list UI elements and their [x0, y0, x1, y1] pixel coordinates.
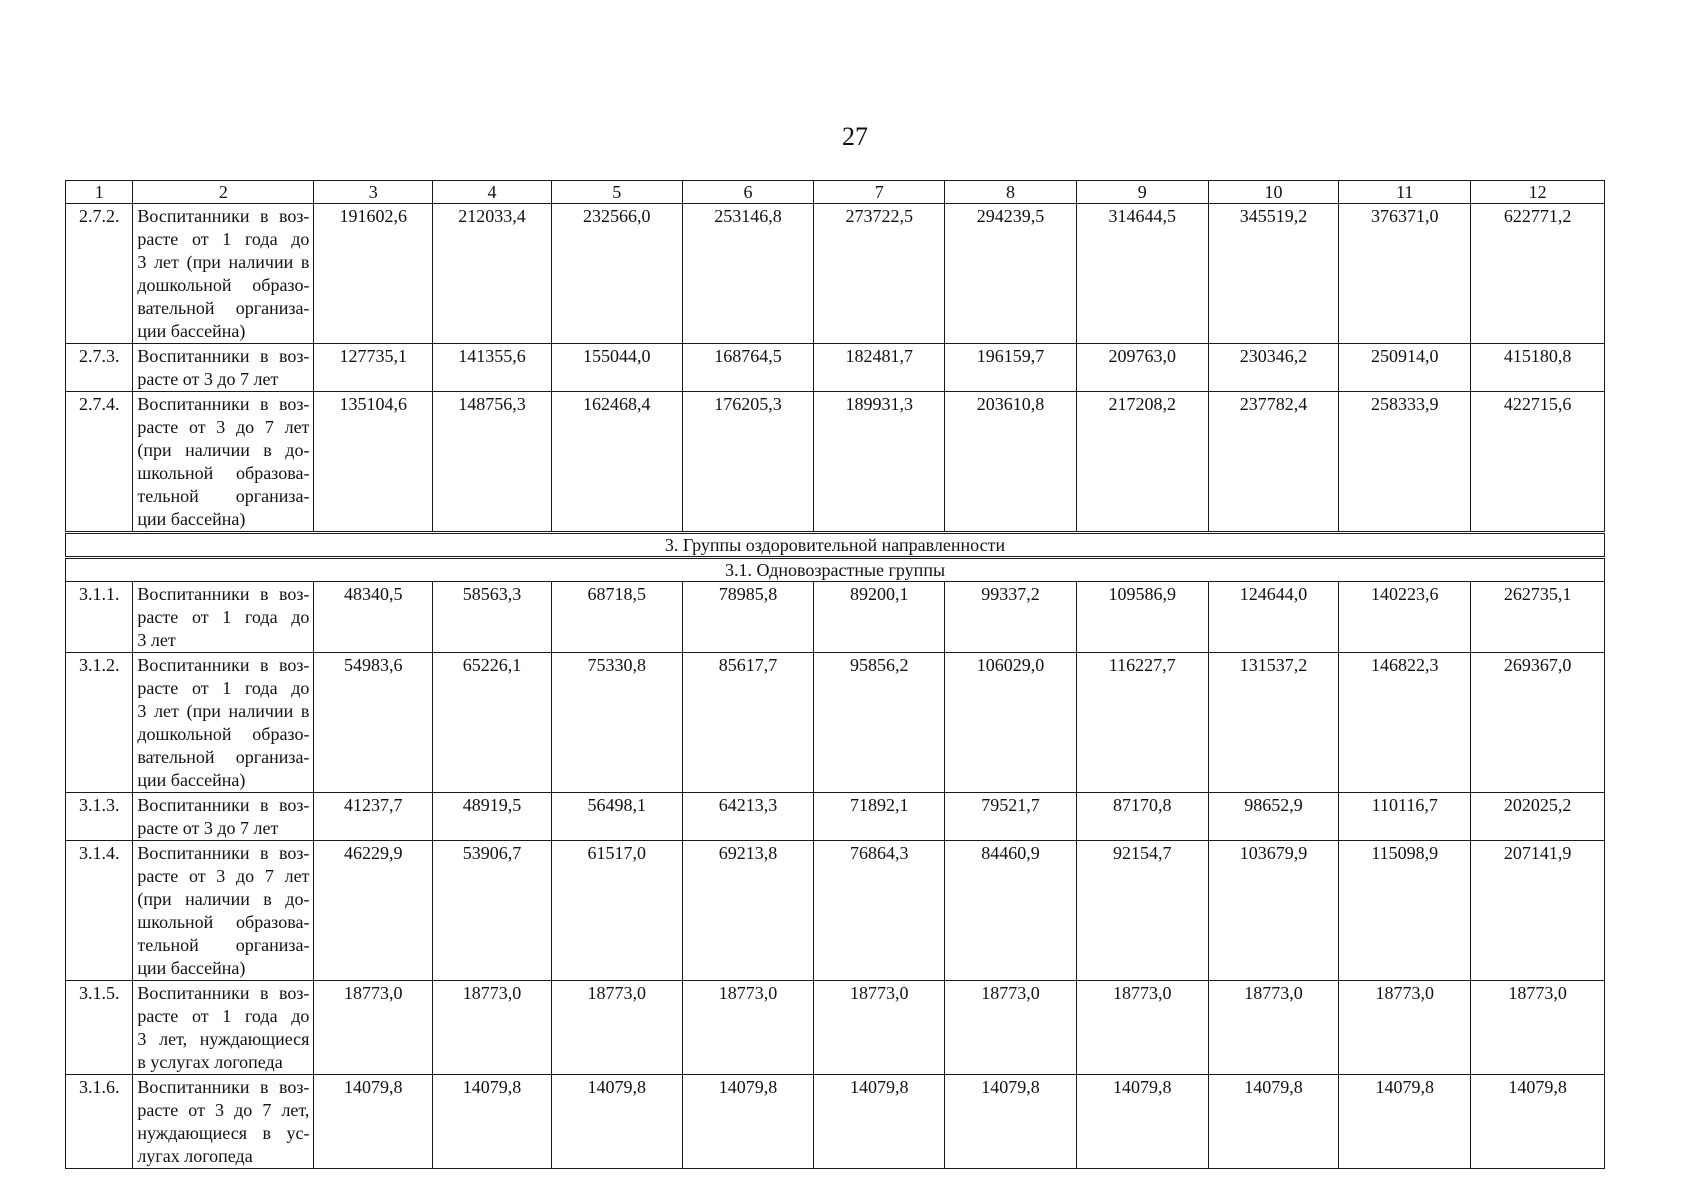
column-number-10: 10: [1208, 181, 1339, 204]
row-description: [133, 392, 314, 533]
description-line: Воспитанники в воз-: [137, 983, 310, 1003]
row-code: 2.7.2.: [66, 204, 133, 344]
value-cell: 14079,8: [814, 1075, 945, 1169]
description-line: в услугах логопеда: [137, 1052, 283, 1072]
column-number-5: 5: [551, 181, 682, 204]
row-code: 3.1.5.: [66, 981, 133, 1075]
column-number-row: [66, 181, 1605, 204]
value-cell: 106029,0: [945, 653, 1077, 793]
value-cell: 54983,6: [314, 653, 433, 793]
row-description: [133, 204, 314, 344]
value-cell: 41237,7: [314, 793, 433, 841]
value-cell: 14079,8: [1471, 1075, 1605, 1169]
value-cell: 269367,0: [1471, 653, 1605, 793]
row-code: 3.1.4.: [66, 841, 133, 981]
value-cell: 182481,7: [814, 344, 945, 392]
value-cell: 14079,8: [1076, 1075, 1208, 1169]
value-cell: 314644,5: [1076, 204, 1208, 344]
row-code: 2.7.4.: [66, 392, 133, 533]
table-row: [66, 653, 1605, 793]
value-cell: 162468,4: [551, 392, 682, 533]
row-description: [133, 841, 314, 981]
value-cell: 191602,6: [314, 204, 433, 344]
value-cell: 14079,8: [551, 1075, 682, 1169]
value-cell: 232566,0: [551, 204, 682, 344]
value-cell: 18773,0: [1208, 981, 1339, 1075]
value-cell: 212033,4: [433, 204, 552, 344]
value-cell: 69213,8: [682, 841, 814, 981]
value-cell: 168764,5: [682, 344, 814, 392]
value-cell: 176205,3: [682, 392, 814, 533]
value-cell: 18773,0: [1471, 981, 1605, 1075]
value-cell: 189931,3: [814, 392, 945, 533]
description-line: расте от 3 до 7 лет: [137, 369, 279, 389]
description-line: ции бассейна): [137, 509, 246, 529]
value-cell: 14079,8: [1208, 1075, 1339, 1169]
description-line: расте от 1 года до: [137, 678, 310, 698]
value-cell: 415180,8: [1471, 344, 1605, 392]
column-number-8: 8: [945, 181, 1077, 204]
value-cell: 258333,9: [1339, 392, 1471, 533]
value-cell: 146822,3: [1339, 653, 1471, 793]
value-cell: 65226,1: [433, 653, 552, 793]
row-description: [133, 1075, 314, 1169]
value-cell: 58563,3: [433, 582, 552, 653]
value-cell: 116227,7: [1076, 653, 1208, 793]
description-line: Воспитанники в воз-: [137, 655, 310, 675]
column-number-7: 7: [814, 181, 945, 204]
value-cell: 262735,1: [1471, 582, 1605, 653]
row-code: 3.1.2.: [66, 653, 133, 793]
value-cell: 422715,6: [1471, 392, 1605, 533]
description-line: расте от 3 до 7 лет,: [137, 1100, 310, 1120]
value-cell: 18773,0: [1339, 981, 1471, 1075]
value-cell: 135104,6: [314, 392, 433, 533]
description-line: лугах логопеда: [137, 1146, 253, 1166]
row-code: 2.7.3.: [66, 344, 133, 392]
column-number-6: 6: [682, 181, 814, 204]
value-cell: 294239,5: [945, 204, 1077, 344]
row-description: [133, 653, 314, 793]
value-cell: 345519,2: [1208, 204, 1339, 344]
value-cell: 18773,0: [945, 981, 1077, 1075]
value-cell: 253146,8: [682, 204, 814, 344]
value-cell: 18773,0: [1076, 981, 1208, 1075]
value-cell: 103679,9: [1208, 841, 1339, 981]
table-row: [66, 204, 1605, 344]
table-row: [66, 344, 1605, 392]
value-cell: 78985,8: [682, 582, 814, 653]
value-cell: 131537,2: [1208, 653, 1339, 793]
row-code: 3.1.6.: [66, 1075, 133, 1169]
value-cell: 79521,7: [945, 793, 1077, 841]
table-row: [66, 392, 1605, 533]
value-cell: 622771,2: [1471, 204, 1605, 344]
description-line: Воспитанники в воз-: [137, 346, 310, 366]
value-cell: 98652,9: [1208, 793, 1339, 841]
description-line: тельной организа-: [137, 486, 310, 506]
value-cell: 209763,0: [1076, 344, 1208, 392]
description-line: Воспитанники в воз-: [137, 394, 310, 414]
description-line: ции бассейна): [137, 958, 246, 978]
value-cell: 18773,0: [433, 981, 552, 1075]
table-row: [66, 981, 1605, 1075]
description-line: 3 лет: [137, 630, 176, 650]
description-line: расте от 1 года до: [137, 229, 310, 249]
description-line: (при наличии в до-: [137, 440, 310, 460]
row-code: 3.1.1.: [66, 582, 133, 653]
value-cell: 237782,4: [1208, 392, 1339, 533]
description-line: школьной образова-: [137, 463, 310, 483]
description-line: школьной образова-: [137, 912, 310, 932]
value-cell: 141355,6: [433, 344, 552, 392]
column-number-4: 4: [433, 181, 552, 204]
description-line: ции бассейна): [137, 321, 246, 341]
description-line: дошкольной образо-: [137, 275, 310, 295]
value-cell: 48919,5: [433, 793, 552, 841]
description-line: Воспитанники в воз-: [137, 795, 310, 815]
value-cell: 18773,0: [682, 981, 814, 1075]
value-cell: 68718,5: [551, 582, 682, 653]
value-cell: 217208,2: [1076, 392, 1208, 533]
value-cell: 203610,8: [945, 392, 1077, 533]
row-description: [133, 793, 314, 841]
row-description: [133, 582, 314, 653]
value-cell: 18773,0: [314, 981, 433, 1075]
value-cell: 14079,8: [682, 1075, 814, 1169]
column-number-3: 3: [314, 181, 433, 204]
row-code: 3.1.3.: [66, 793, 133, 841]
description-line: Воспитанники в воз-: [137, 584, 310, 604]
subsection-title: 3.1. Одновозрастные группы: [66, 558, 1605, 582]
value-cell: 230346,2: [1208, 344, 1339, 392]
table-row: [66, 793, 1605, 841]
row-description: [133, 344, 314, 392]
description-line: ции бассейна): [137, 770, 246, 790]
value-cell: 196159,7: [945, 344, 1077, 392]
value-cell: 64213,3: [682, 793, 814, 841]
description-line: 3 лет (при наличии в: [137, 252, 310, 272]
value-cell: 53906,7: [433, 841, 552, 981]
value-cell: 14079,8: [433, 1075, 552, 1169]
description-line: дошкольной образо-: [137, 724, 310, 744]
value-cell: 76864,3: [814, 841, 945, 981]
table-row: [66, 582, 1605, 653]
value-cell: 115098,9: [1339, 841, 1471, 981]
value-cell: 95856,2: [814, 653, 945, 793]
table-row: [66, 1075, 1605, 1169]
value-cell: 87170,8: [1076, 793, 1208, 841]
tariff-table: [65, 180, 1605, 1169]
row-description: [133, 981, 314, 1075]
section-row: [66, 533, 1605, 558]
description-line: расте от 1 года до: [137, 1006, 310, 1026]
value-cell: 376371,0: [1339, 204, 1471, 344]
value-cell: 18773,0: [551, 981, 682, 1075]
value-cell: 14079,8: [314, 1075, 433, 1169]
description-line: (при наличии в до-: [137, 889, 310, 909]
value-cell: 89200,1: [814, 582, 945, 653]
description-line: расте от 1 года до: [137, 607, 310, 627]
value-cell: 110116,7: [1339, 793, 1471, 841]
section-title: 3. Группы оздоровительной направленности: [66, 533, 1605, 558]
value-cell: 18773,0: [814, 981, 945, 1075]
column-number-2: 2: [133, 181, 314, 204]
column-number-1: 1: [66, 181, 133, 204]
value-cell: 48340,5: [314, 582, 433, 653]
value-cell: 71892,1: [814, 793, 945, 841]
value-cell: 46229,9: [314, 841, 433, 981]
value-cell: 127735,1: [314, 344, 433, 392]
page-number: 27: [842, 122, 868, 151]
value-cell: 109586,9: [1076, 582, 1208, 653]
description-line: Воспитанники в воз-: [137, 206, 310, 226]
column-number-12: 12: [1471, 181, 1605, 204]
value-cell: 202025,2: [1471, 793, 1605, 841]
value-cell: 148756,3: [433, 392, 552, 533]
value-cell: 273722,5: [814, 204, 945, 344]
description-line: расте от 3 до 7 лет: [137, 818, 279, 838]
description-line: вательной организа-: [137, 747, 310, 767]
description-line: Воспитанники в воз-: [137, 843, 310, 863]
value-cell: 140223,6: [1339, 582, 1471, 653]
subsection-row: [66, 558, 1605, 582]
table-row: [66, 841, 1605, 981]
description-line: тельной организа-: [137, 935, 310, 955]
value-cell: 61517,0: [551, 841, 682, 981]
description-line: Воспитанники в воз-: [137, 1077, 310, 1097]
value-cell: 56498,1: [551, 793, 682, 841]
value-cell: 250914,0: [1339, 344, 1471, 392]
description-line: 3 лет, нуждающиеся: [137, 1029, 310, 1049]
value-cell: 155044,0: [551, 344, 682, 392]
value-cell: 85617,7: [682, 653, 814, 793]
column-number-11: 11: [1339, 181, 1471, 204]
value-cell: 124644,0: [1208, 582, 1339, 653]
value-cell: 84460,9: [945, 841, 1077, 981]
description-line: нуждающиеся в ус-: [137, 1123, 310, 1143]
description-line: вательной организа-: [137, 298, 310, 318]
description-line: расте от 3 до 7 лет: [137, 417, 310, 437]
value-cell: 207141,9: [1471, 841, 1605, 981]
value-cell: 75330,8: [551, 653, 682, 793]
value-cell: 14079,8: [1339, 1075, 1471, 1169]
description-line: расте от 3 до 7 лет: [137, 866, 310, 886]
value-cell: 14079,8: [945, 1075, 1077, 1169]
value-cell: 92154,7: [1076, 841, 1208, 981]
value-cell: 99337,2: [945, 582, 1077, 653]
column-number-9: 9: [1076, 181, 1208, 204]
description-line: 3 лет (при наличии в: [137, 701, 310, 721]
